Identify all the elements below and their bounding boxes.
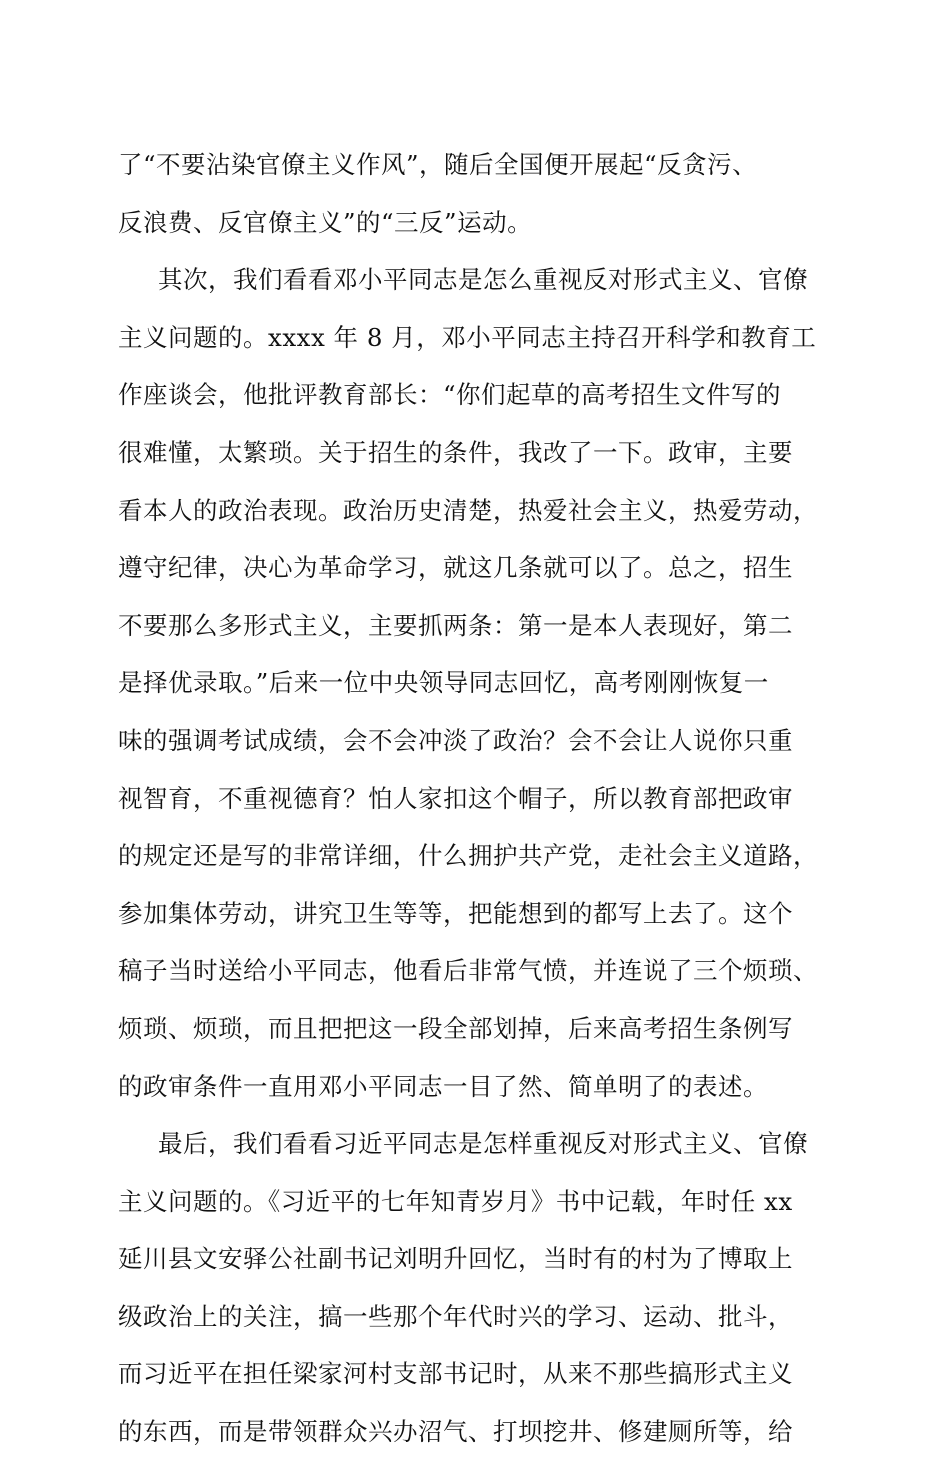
text-line: 不要那么多形式主义，主要抓两条：第一是本人表现好，第二	[118, 610, 793, 640]
text-line: 很难懂，太繁琐。关于招生的条件，我改了一下。政审，主要	[118, 437, 793, 467]
text-line: 作座谈会，他批评教育部长：“你们起草的高考招生文件写的	[118, 380, 782, 410]
text-line: 遵守纪律，决心为革命学习，就这几条就可以了。总之，招生	[118, 553, 793, 583]
text-line: 了“不要沾染官僚主义作风”，随后全国便开展起“反贪污、	[118, 150, 758, 179]
paragraph-start-line: 其次，我们看看邓小平同志是怎么重视反对形式主义、官僚	[158, 265, 808, 295]
text-line: 延川县文安驿公社副书记刘明升回忆，当时有的村为了博取上	[118, 1244, 793, 1274]
paragraph-start-line: 最后，我们看看习近平同志是怎样重视反对形式主义、官僚	[158, 1129, 808, 1159]
text-line: 烦琐、烦琐，而且把把这一段全部划掉，后来高考招生条例写	[118, 1013, 793, 1043]
text-line: 的政审条件一直用邓小平同志一目了然、简单明了的表述。	[118, 1071, 768, 1101]
text-line: 主义问题的。xxxx 年 8 月，邓小平同志主持召开科学和教育工	[118, 322, 817, 352]
text-line: 是择优录取。”后来一位中央领导同志回忆，高考刚刚恢复一	[118, 668, 769, 698]
text-line: 参加集体劳动，讲究卫生等等，把能想到的都写上去了。这个	[118, 898, 793, 928]
body-text	[118, 136, 838, 1461]
text-line: 看本人的政治表现。政治历史清楚，热爱社会主义，热爱劳动，	[118, 495, 818, 525]
text-line: 主义问题的。《习近平的七年知青岁月》书中记载，年时任 xx	[118, 1186, 793, 1216]
text-line: 级政治上的关注，搞一些那个年代时兴的学习、运动、批斗，	[118, 1301, 793, 1331]
text-line: 的规定还是写的非常详细，什么拥护共产党，走社会主义道路，	[118, 841, 818, 871]
text-line: 稿子当时送给小平同志，他看后非常气愤，并连说了三个烦琐、	[118, 956, 818, 986]
text-line: 而习近平在担任梁家河村支部书记时，从来不那些搞形式主义	[118, 1359, 793, 1389]
text-line: 味的强调考试成绩，会不会冲淡了政治？会不会让人说你只重	[118, 725, 793, 755]
text-line: 的东西，而是带领群众兴办沼气、打坝挖井、修建厕所等，给	[118, 1417, 793, 1447]
text-line: 视智育，不重视德育？怕人家扣这个帽子，所以教育部把政审	[118, 783, 793, 813]
text-line: 反浪费、反官僚主义”的“三反”运动。	[118, 207, 533, 237]
